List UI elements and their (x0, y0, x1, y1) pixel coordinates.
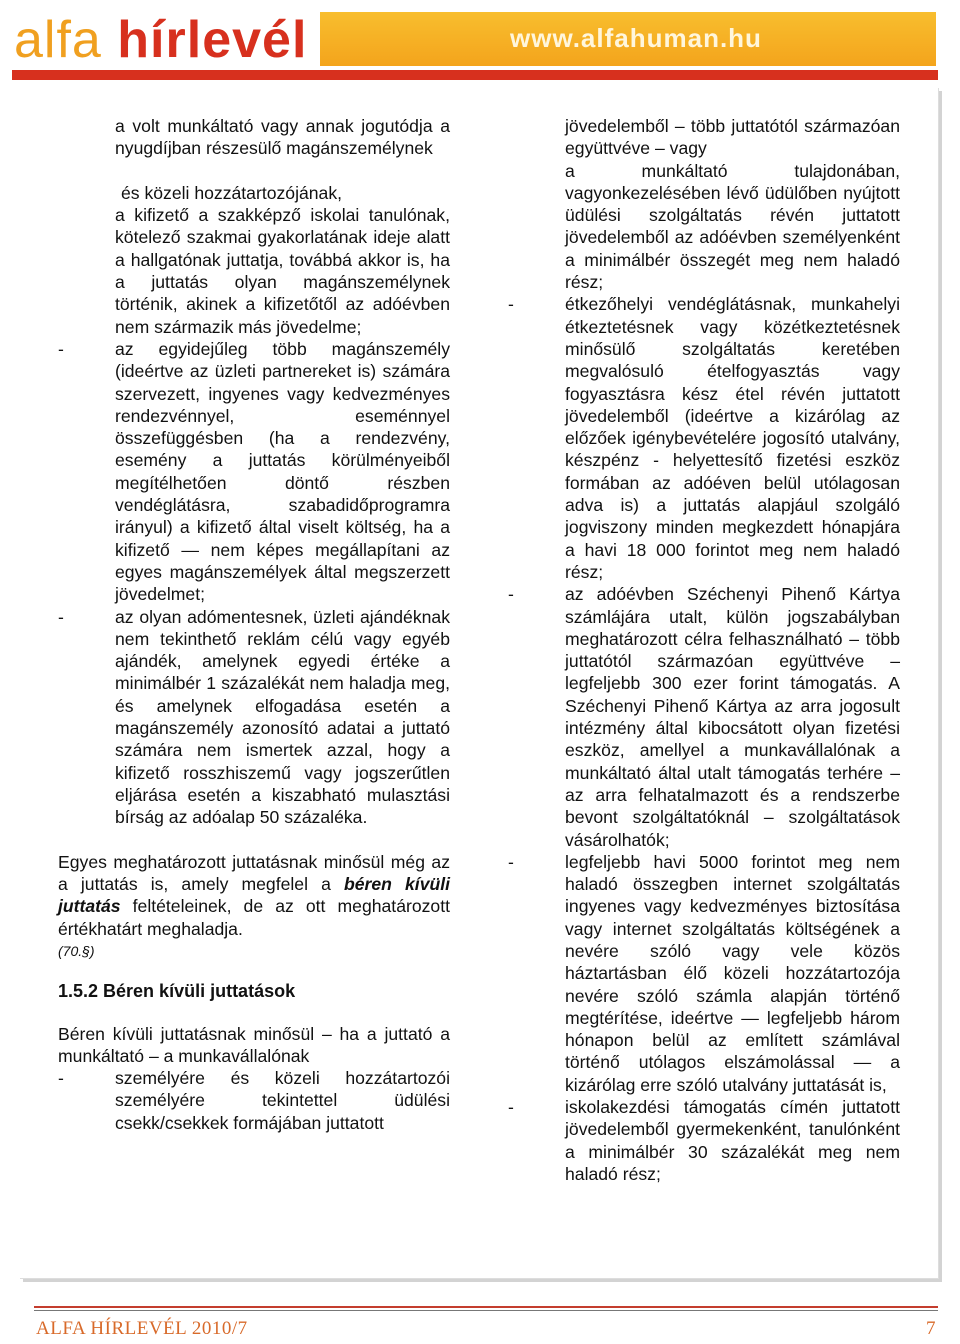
spacer (58, 160, 450, 182)
spacer (58, 829, 450, 851)
page-number: 7 (926, 1318, 936, 1339)
logo-alfa: alfa (14, 11, 102, 69)
left-dash-item-1: - az egyidejűleg több magánszemély (ideértve az üzleti partnereket is) számára szervezett, ingyenes vagy kedvezményes rendezvénnyel, eseménnyel összefüggésben (ha a rendezvény, esemény a juttatás körülményeiből megítélhetően döntő részben vendéglátásra, szabadidőprogramra irányul) a kifizető által viselt költség, ha a kifizető — nem képes megállapítani az egyes magánszemélyek által megszerzett jövedelmet; (58, 338, 450, 606)
footer-divider-thin (34, 1310, 938, 1311)
right-dash-item-4: - iskolakezdési támogatás címén juttatott jövedelemből gyermekenként, tanulónként a minimálbér 30 százalékát meg nem haladó rész; (508, 1096, 900, 1185)
section-reference: (70.§) (58, 942, 95, 959)
left-intro-paragraph: Béren kívüli juttatásnak minősül – ha a juttató a munkáltató – a munkavállalónak (58, 1023, 450, 1066)
summary-text-a: Egyes meghatározott juttatásnak minősül még az a juttatás is, amely megfelel a (58, 851, 450, 895)
summary-bold-term: béren kívüli juttatás (58, 874, 451, 917)
logo-hirlevel: hírlevél (117, 11, 308, 69)
right-paragraph-1: jövedelemből – több juttatótól származóan együttvéve – vagy (565, 116, 900, 159)
left-paragraph-1: a volt munkáltató vagy annak jogutódja a nyugdíjban részesülő magánszemélynek (115, 116, 450, 159)
right-paragraph-2: a munkáltató tulajdonában, vagyonkezelésében lévő üdülőben nyújtott üdülési szolgáltatás révén juttatott jövedelemből az adóévben személyenként a minimálbér összegét meg nem haladó rész; (565, 160, 900, 293)
section-heading: 1.5.2 Béren kívüli juttatások (58, 981, 296, 1002)
header-red-line (12, 70, 938, 80)
right-dash-item-3: - legfeljebb havi 5000 forintot meg nem haladó összegben internet szolgáltatás ingyenes vagy kedvezményes biztosítása vagy internet szolgáltatás költségének a nevére szóló vagy vele közös háztartásban élő közeli hozzátartozója nevére szóló számla alapján történő megtérítése, ideértve — legfeljebb három hónapon belül az említett számlával történő utólagos elszámolással — a kizárólag erre szóló utalvány juttatását is, (508, 851, 900, 1096)
right-dash-item-2: - az adóévben Széchenyi Pihenő Kártya számlájára utalt, külön jogszabályban meghatározott célra felhasználható – több juttatótól származóan együttvéve – legfeljebb 300 ezer forint támogatás. A Széchenyi Pihenő Kártya az arra jogosult intézmény által kibocsátott olyan fizetési eszköz, amellyel a munkavállalónak a munkáltató által utalt támogatás terhére – az arra felhatalmazott és a rendszerbe bevont szolgáltatóknál – szolgáltatások vásárolhatók; (508, 583, 900, 851)
left-dash-item-3: - személyére és közeli hozzátartozói személyére tekintettel üdülési csekk/csekkek formájában juttatott (58, 1067, 450, 1134)
right-dash-item-1: - étkezőhelyi vendéglátásnak, munkahelyi étkeztetésnek vagy közétkeztetésnek minősülő szolgáltatás keretében megvalósuló ételfogyasztás vagy fogyasztásra kész étel révén juttatott jövedelemből (ideértve a kizárólag az előzőek igénybevételére jogosító utalvány, készpénz - helyettesítő fizetési eszköz formában az adóéven belül utólagosan adva is) a juttatás alapjául szolgáló jogviszony minden megkezdett hónapjára a havi 18 000 forintot meg nem haladó rész; (508, 293, 900, 583)
footer-publication: ALFA HÍRLEVÉL 2010/7 (36, 1318, 248, 1339)
left-paragraph-2: és közeli hozzátartozójának, (121, 182, 343, 203)
page-header (0, 0, 960, 88)
alfa-hirlevel-logo (14, 10, 307, 70)
right-column (508, 115, 900, 1185)
left-dash-item-2: - az olyan adómentesnek, üzleti ajándéknak nem tekinthető reklám célú vagy egyéb ajándék, amelynek egyedi értéke a minimálbér 1 százalékát nem haladja meg, és amelynek elfogadása esetén a magánszemély azonosító adatai a juttató számára nem ismertek azzal, hogy a kifizető rosszhiszemű vagy jogszerűtlen eljárása esetén a kiszabható mulasztási bírság az adóalap 50 százaléka. (58, 606, 450, 829)
left-paragraph-3: a kifizető a szakképző iskolai tanulónak, kötelező szakmai gyakorlatának ideje alatt a hallgatónak juttatja, továbbá akkor is, ha a juttatás olyan magánszemélynek történik, akinek a kifizetőtől az adóévben nem származik más jövedelme; (115, 205, 450, 337)
left-column (58, 115, 450, 1134)
left-summary-paragraph (58, 851, 450, 940)
summary-text-b: feltételeinek, de az ott meghatározott értékhatárt meghaladja. (58, 896, 450, 939)
website-url[interactable]: www.alfahuman.hu (510, 23, 762, 53)
header-banner (320, 12, 936, 66)
footer-divider (34, 1306, 938, 1308)
